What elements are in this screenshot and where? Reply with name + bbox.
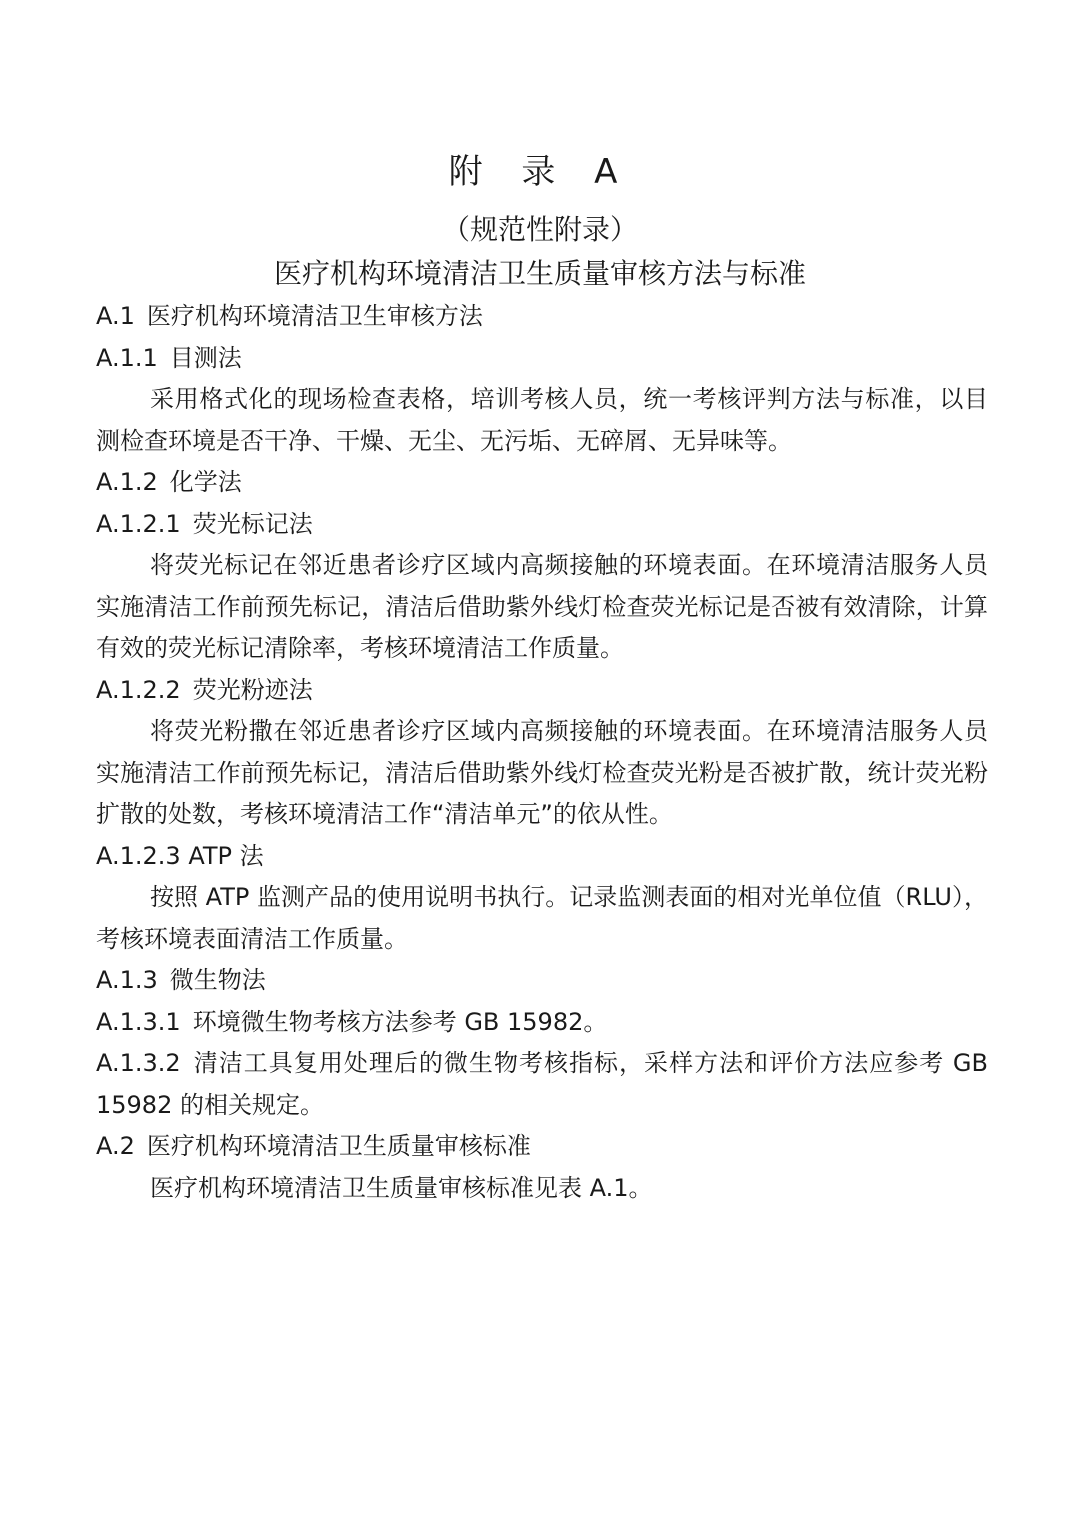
section-number: A.1.2.1 xyxy=(96,509,181,538)
paragraph-a2: 医疗机构环境清洁卫生质量审核标准见表 A.1。 xyxy=(150,1173,653,1202)
section-number: A.2 xyxy=(96,1132,135,1160)
section-title: 微生物法 xyxy=(169,966,266,994)
section-title: 荧光标记法 xyxy=(192,509,313,538)
section-heading-a1-2-1 xyxy=(96,504,988,546)
appendix-subtitle: （规范性附录） xyxy=(441,213,638,246)
section-number: A.1.3.2 xyxy=(96,1049,181,1077)
clause-text: 清洁工具复用处理后的微生物考核指标，采样方法和评价方法应参考 GB 15982 的相关规定。 xyxy=(96,1049,988,1119)
section-heading-a1 xyxy=(96,296,988,338)
section-heading-a1-1 xyxy=(96,338,988,380)
paragraph-a1-2-3: 按照 ATP 监测产品的使用说明书执行。记录监测表面的相对光单位值（RLU），考核环境表面清洁工作质量。 xyxy=(96,883,988,953)
document-body xyxy=(96,296,988,1209)
section-number: A.1.3.1 xyxy=(96,1007,181,1036)
clause-a1-3-1 xyxy=(96,1002,988,1044)
section-number: A.1.1 xyxy=(96,343,158,372)
section-number: A.1.3 xyxy=(96,966,158,994)
clause-a1-3-2 xyxy=(96,1043,988,1126)
appendix-title: 附 录 A xyxy=(448,152,632,192)
paragraph-a1-1: 采用格式化的现场检查表格，培训考核人员，统一考核评判方法与标准，以目测检查环境是否干净、干燥、无尘、无污垢、无碎屑、无异味等。 xyxy=(96,385,988,455)
section-title: 化学法 xyxy=(169,468,242,496)
section-number: A.1 xyxy=(96,302,135,330)
paragraph-a1-2-1: 将荧光标记在邻近患者诊疗区域内高频接触的环境表面。在环境清洁服务人员实施清洁工作前预先标记，清洁后借助紫外线灯检查荧光标记是否被有效清除，计算有效的荧光标记清除率，考核环境清洁工作质量。 xyxy=(96,551,988,662)
section-heading-a1-2 xyxy=(96,462,988,504)
section-heading-a2 xyxy=(96,1126,988,1168)
section-title: 医疗机构环境清洁卫生审核方法 xyxy=(146,302,483,330)
section-number: A.1.2.2 xyxy=(96,675,181,704)
section-number: A.1.2 xyxy=(96,468,158,496)
paragraph-a1-2-2: 将荧光粉撒在邻近患者诊疗区域内高频接触的环境表面。在环境清洁服务人员实施清洁工作前预先标记，清洁后借助紫外线灯检查荧光粉是否被扩散，统计荧光粉扩散的处数，考核环境清洁工作“清洁单元”的依从性。 xyxy=(96,717,988,828)
section-heading-a1-3 xyxy=(96,960,988,1002)
section-title: 目测法 xyxy=(169,343,242,372)
section-title: 医疗机构环境清洁卫生质量审核标准 xyxy=(146,1132,531,1160)
document-title: 医疗机构环境清洁卫生质量审核方法与标准 xyxy=(273,257,806,290)
clause-text: 环境微生物考核方法参考 GB 15982。 xyxy=(192,1007,608,1036)
section-heading-a1-2-2 xyxy=(96,670,988,712)
section-title: 荧光粉迹法 xyxy=(192,675,313,704)
section-heading-a1-2-3: A.1.2.3 ATP 法 xyxy=(96,841,264,870)
